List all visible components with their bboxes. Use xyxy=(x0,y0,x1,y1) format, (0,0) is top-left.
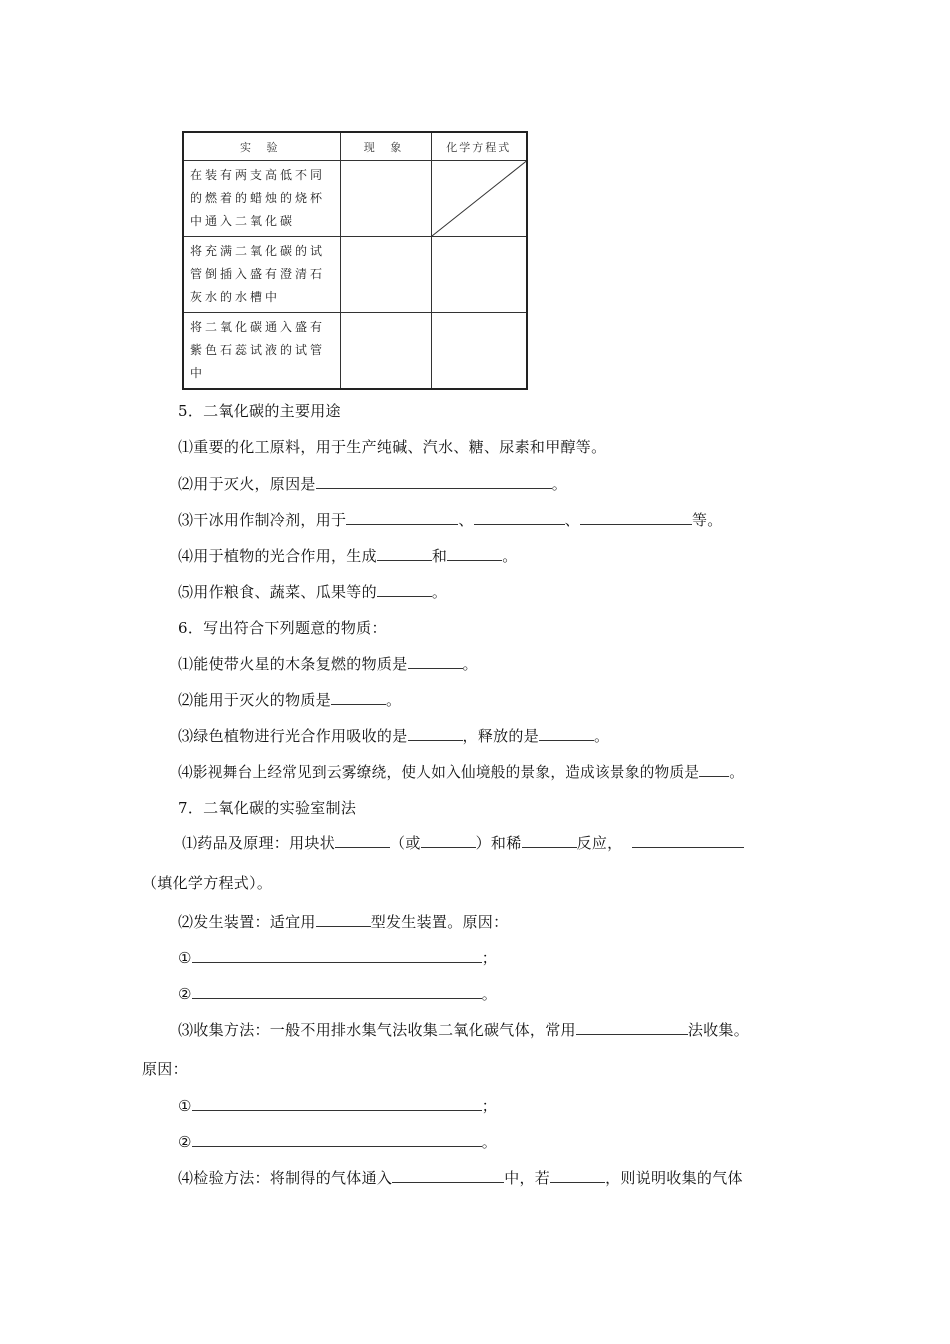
answer-blank[interactable] xyxy=(539,726,594,741)
section-5-heading xyxy=(178,400,341,421)
question-7-4 xyxy=(178,1167,743,1188)
answer-blank[interactable] xyxy=(192,1132,482,1147)
answer-blank[interactable] xyxy=(192,948,482,963)
punct: 。 xyxy=(594,727,610,745)
answer-blank[interactable] xyxy=(377,582,432,597)
question-text: 原因： xyxy=(142,1060,188,1078)
table-row xyxy=(183,237,527,313)
equation-cell[interactable] xyxy=(431,237,527,313)
punct: ； xyxy=(481,949,498,967)
question-7-3 xyxy=(178,1019,749,1040)
question-5-1 xyxy=(178,436,606,457)
question-text: ⑵发生装置：适宜用 xyxy=(178,913,316,931)
punct: 、 xyxy=(458,511,474,529)
experiment-cell: 将充满二氧化碳的试管倒插入盛有澄清石灰水的水槽中 xyxy=(183,237,340,313)
header-experiment: 实 验 xyxy=(183,132,340,161)
phenomenon-cell[interactable] xyxy=(340,237,431,313)
question-text: ，则说明收集的气体 xyxy=(605,1169,743,1187)
punct: 。 xyxy=(386,691,402,709)
question-7-1-cont xyxy=(142,872,272,893)
question-text: ⑶绿色植物进行光合作用吸收的是 xyxy=(178,727,408,745)
reason-7-2-2 xyxy=(178,983,497,1004)
punct: 。 xyxy=(481,1133,498,1151)
question-text: ⑷影视舞台上经常见到云雾缭绕，使人如入仙境般的景象，造成该景象的物质是 xyxy=(178,764,700,781)
question-text: ⑸用作粮食、蔬菜、瓜果等的 xyxy=(178,583,377,601)
answer-blank[interactable] xyxy=(346,510,458,525)
answer-blank[interactable] xyxy=(474,510,565,525)
table-header-row xyxy=(183,132,527,161)
question-text: 型发生装置。原因： xyxy=(370,913,509,931)
question-text: ⑷用于植物的光合作用，生成 xyxy=(178,547,377,565)
answer-blank[interactable] xyxy=(192,1096,482,1111)
punct: 。 xyxy=(431,583,448,601)
punct: 。 xyxy=(462,655,478,673)
question-text: ⑷检验方法：将制得的气体通入 xyxy=(178,1169,393,1187)
question-text: ⑴重要的化工原料，用于生产纯碱、汽水、糖、尿素和甲醇等。 xyxy=(178,438,607,456)
question-text: 反应， xyxy=(576,834,623,852)
question-text: ⑶收集方法：一般不用排水集气法收集二氧化碳气体，常用 xyxy=(178,1021,576,1039)
header-phenomenon: 现 象 xyxy=(340,132,431,161)
diagonal-line xyxy=(432,161,527,236)
punct: 、 xyxy=(564,511,580,529)
reason-7-2-1 xyxy=(178,947,497,968)
question-text: ⑴药品及原理：用块状 xyxy=(182,834,336,852)
answer-blank[interactable] xyxy=(335,833,390,848)
experiment-cell: 在装有两支高低不同的燃着的蜡烛的烧杯中通入二氧化碳 xyxy=(183,161,340,237)
punct: 。 xyxy=(551,475,568,493)
question-text: 中，若 xyxy=(504,1169,551,1187)
reason-7-3-2 xyxy=(178,1131,497,1152)
question-text: 和 xyxy=(431,547,448,565)
question-text: 法收集。 xyxy=(687,1021,750,1039)
equation-cell[interactable] xyxy=(431,313,527,390)
heading-text: 6．写出符合下列题意的物质： xyxy=(178,619,387,637)
header-equation: 化学方程式 xyxy=(431,132,527,161)
answer-blank[interactable] xyxy=(331,690,386,705)
answer-blank[interactable] xyxy=(408,726,463,741)
question-text: （或 xyxy=(390,834,421,852)
question-5-4 xyxy=(178,545,518,566)
circled-number: ① xyxy=(178,1097,192,1115)
table-row xyxy=(183,161,527,237)
answer-blank[interactable] xyxy=(316,912,371,927)
experiment-cell: 将二氧化碳通入盛有紫色石蕊试液的试管中 xyxy=(183,313,340,390)
question-7-2 xyxy=(178,911,508,932)
question-text: ，释放的是 xyxy=(462,727,540,745)
question-5-3 xyxy=(178,509,723,530)
answer-blank[interactable] xyxy=(392,1168,504,1183)
answer-blank[interactable] xyxy=(192,984,482,999)
experiment-table xyxy=(182,131,526,380)
punct: 。 xyxy=(481,985,498,1003)
circled-number: ① xyxy=(178,949,192,967)
answer-blank[interactable] xyxy=(576,1020,688,1035)
equation-cell-crossed xyxy=(431,161,527,237)
question-6-1 xyxy=(178,653,478,674)
punct: 。 xyxy=(502,547,518,565)
answer-blank[interactable] xyxy=(447,546,502,561)
reason-label xyxy=(142,1058,188,1079)
question-7-1 xyxy=(182,832,744,853)
circled-number: ② xyxy=(178,985,192,1003)
question-5-2 xyxy=(178,473,567,494)
answer-blank[interactable] xyxy=(550,1168,605,1183)
phenomenon-cell[interactable] xyxy=(340,313,431,390)
heading-text: 5．二氧化碳的主要用途 xyxy=(178,402,341,420)
answer-blank[interactable] xyxy=(580,510,692,525)
reason-7-3-1 xyxy=(178,1095,497,1116)
question-text: ）和稀 xyxy=(475,834,522,852)
answer-blank[interactable] xyxy=(316,474,552,489)
question-6-2 xyxy=(178,689,401,710)
answer-blank[interactable] xyxy=(421,833,476,848)
question-text: （填化学方程式）。 xyxy=(142,874,273,892)
question-text: ⑴能使带火星的木条复燃的物质是 xyxy=(178,655,408,673)
punct: 。 xyxy=(729,764,745,781)
question-6-4 xyxy=(178,761,744,782)
section-7-heading xyxy=(178,797,356,818)
question-text: ⑵用于灭火，原因是 xyxy=(178,475,316,493)
answer-blank[interactable] xyxy=(377,546,432,561)
question-5-5 xyxy=(178,581,447,602)
question-text: ⑶干冰用作制冷剂，用于 xyxy=(178,511,347,529)
question-6-3 xyxy=(178,725,609,746)
answer-blank[interactable] xyxy=(699,762,729,777)
circled-number: ② xyxy=(178,1133,192,1151)
phenomenon-cell[interactable] xyxy=(340,161,431,237)
table-row xyxy=(183,313,527,390)
heading-text: 7．二氧化碳的实验室制法 xyxy=(178,799,357,817)
answer-blank[interactable] xyxy=(632,833,744,848)
punct: 等。 xyxy=(691,511,723,529)
answer-blank[interactable] xyxy=(522,833,577,848)
answer-blank[interactable] xyxy=(408,654,463,669)
section-6-heading xyxy=(178,617,387,638)
punct: ； xyxy=(481,1097,498,1115)
question-text: ⑵能用于灭火的物质是 xyxy=(178,691,332,709)
